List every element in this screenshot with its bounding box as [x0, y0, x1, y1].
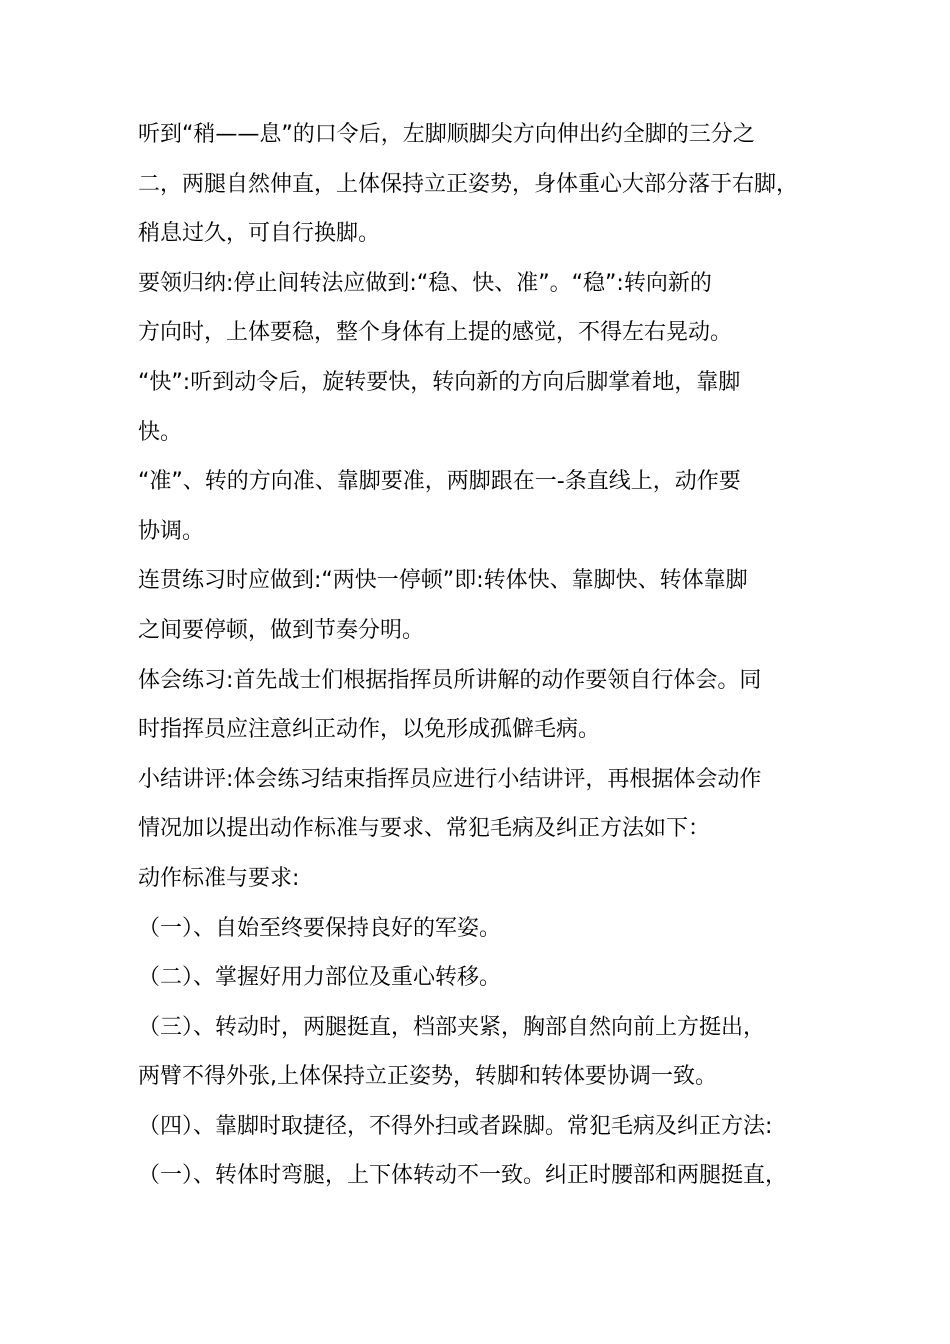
list-item: （一）、自始至终要保持良好的军姿。	[138, 915, 502, 941]
text-line: 体会练习:首先战士们根据指挥员所讲解的动作要领自行体会。同	[138, 667, 762, 693]
text-line: 两臂不得外张,上体保持立正姿势，转脚和转体要协调一致。	[138, 1064, 717, 1090]
section-heading: 动作标准与要求:	[138, 865, 300, 891]
text-line: 要领归纳:停止间转法应做到:“稳、快、准”。“稳”:转向新的	[138, 270, 712, 296]
text-line: 连贯练习时应做到:“两快一停顿”即:转体快、靠脚快、转体靠脚	[138, 568, 748, 594]
list-item: （一）、转体时弯腿，上下体转动不一致。纠正时腰部和两腿挺直，	[138, 1163, 788, 1189]
text-line: 小结讲评:体会练习结束指挥员应进行小结讲评，再根据体会动作	[138, 766, 762, 792]
text-line: 稍息过久，可自行换脚。	[138, 221, 381, 247]
text-line: 之间要停顿，做到节奏分明。	[138, 617, 425, 643]
document-body	[138, 110, 838, 1201]
list-item: （二）、掌握好用力部位及重心转移。	[138, 965, 502, 991]
text-line: 协调。	[138, 518, 205, 544]
list-item: （三）、转动时，两腿挺直，档部夹紧，胸部自然向前上方挺出，	[138, 1014, 766, 1040]
text-line: 听到“稍——息”的口令后，左脚顺脚尖方向伸出约全脚的三分之	[138, 122, 755, 147]
text-line: 二，两腿自然伸直，上体保持立正姿势，身体重心大部分落于右脚，	[138, 171, 799, 197]
text-line: 情况加以提出动作标准与要求、常犯毛病及纠正方法如下：	[138, 816, 711, 842]
text-line: 时指挥员应注意纠正动作，以免形成孤僻毛病。	[138, 717, 601, 743]
text-line: “准”、转的方向准、靠脚要准，两脚跟在一-条直线上，动作要	[138, 469, 741, 495]
text-line: “快”:听到动令后，旋转要快，转向新的方向后脚掌着地，靠脚	[138, 369, 741, 395]
text-line: 方向时，上体要稳，整个身体有上提的感觉，不得左右晃动。	[138, 320, 733, 346]
text-line: 快。	[138, 419, 183, 445]
list-item: （四）、靠脚时取捷径，不得外扫或者跺脚。常犯毛病及纠正方法:	[138, 1113, 773, 1139]
